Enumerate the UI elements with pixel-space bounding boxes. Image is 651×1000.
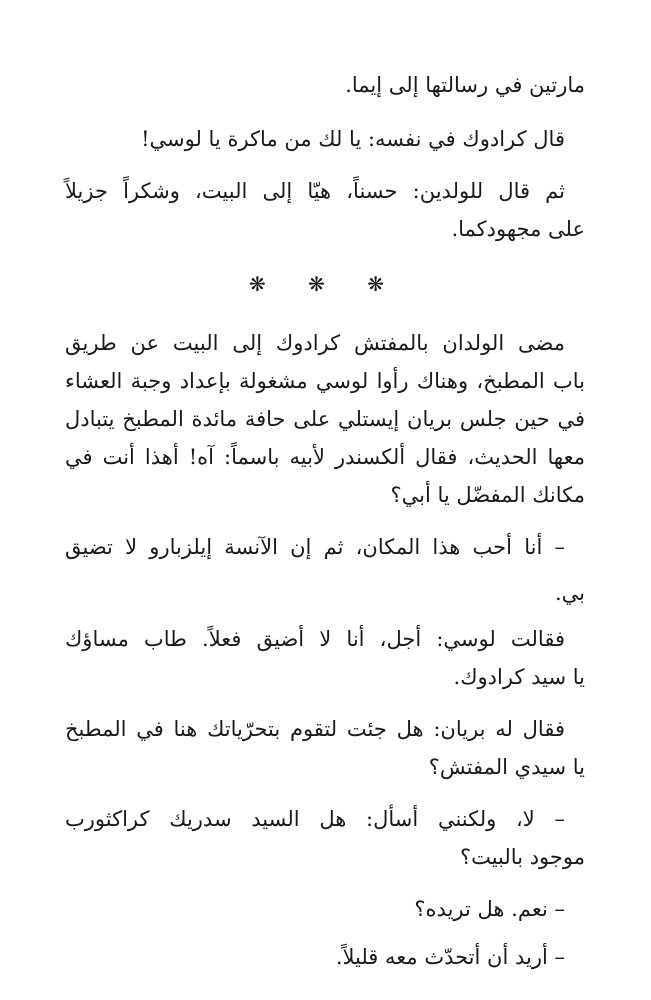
text-line: بي. bbox=[554, 581, 585, 605]
text-line: ثم قال للولدين: حسناً، هيّا إلى البيت، وشكراً جزيلاً bbox=[65, 179, 565, 203]
text-line: مارتين في رسالتها إلى إيما. bbox=[345, 73, 585, 97]
text-line: قال كرادوك في نفسه: يا لك من ماكرة يا لوسي! bbox=[141, 127, 565, 151]
text-line: يا سيد كرادوك. bbox=[453, 665, 585, 689]
text-line: مكانك المفضّل يا أبي؟ bbox=[390, 483, 585, 507]
text-line: باب المطبخ، وهناك رأوا لوسي مشغولة بإعداد وجبة العشاء bbox=[65, 369, 585, 393]
text-line: موجود بالبيت؟ bbox=[459, 845, 585, 869]
text-line: – أنا أحب هذا المكان، ثم إن الآنسة إيلزبارو لا تضيق bbox=[65, 535, 565, 559]
text-line: يا سيدي المفتش؟ bbox=[428, 755, 585, 779]
text-line: في حين جلس بريان إيستلي على حافة مائدة المطبخ يتبادل bbox=[65, 407, 585, 431]
text-line: – نعم. هل تريده؟ bbox=[414, 897, 565, 921]
text-line: – أريد أن أتحدّث معه قليلاً. bbox=[335, 945, 565, 969]
text-line: – لا، ولكنني أسأل: هل السيد سدريك كراكثورب bbox=[65, 807, 565, 831]
text-line: على مجهودكما. bbox=[451, 217, 585, 241]
section-separator: ❋ ❋ ❋ bbox=[249, 272, 402, 296]
text-line: فقال له بريان: هل جئت لتقوم بتحرّياتك هنا في المطبخ bbox=[65, 717, 565, 741]
text-line: فقالت لوسي: أجل، أنا لا أضيق فعلاً. طاب مساؤك bbox=[65, 627, 565, 651]
text-line: مضى الولدان بالمفتش كرادوك إلى البيت عن طريق bbox=[65, 331, 565, 355]
text-line: معها الحديث، فقال ألكسندر لأبيه باسماً: آه! أهذا أنت في bbox=[65, 445, 585, 469]
